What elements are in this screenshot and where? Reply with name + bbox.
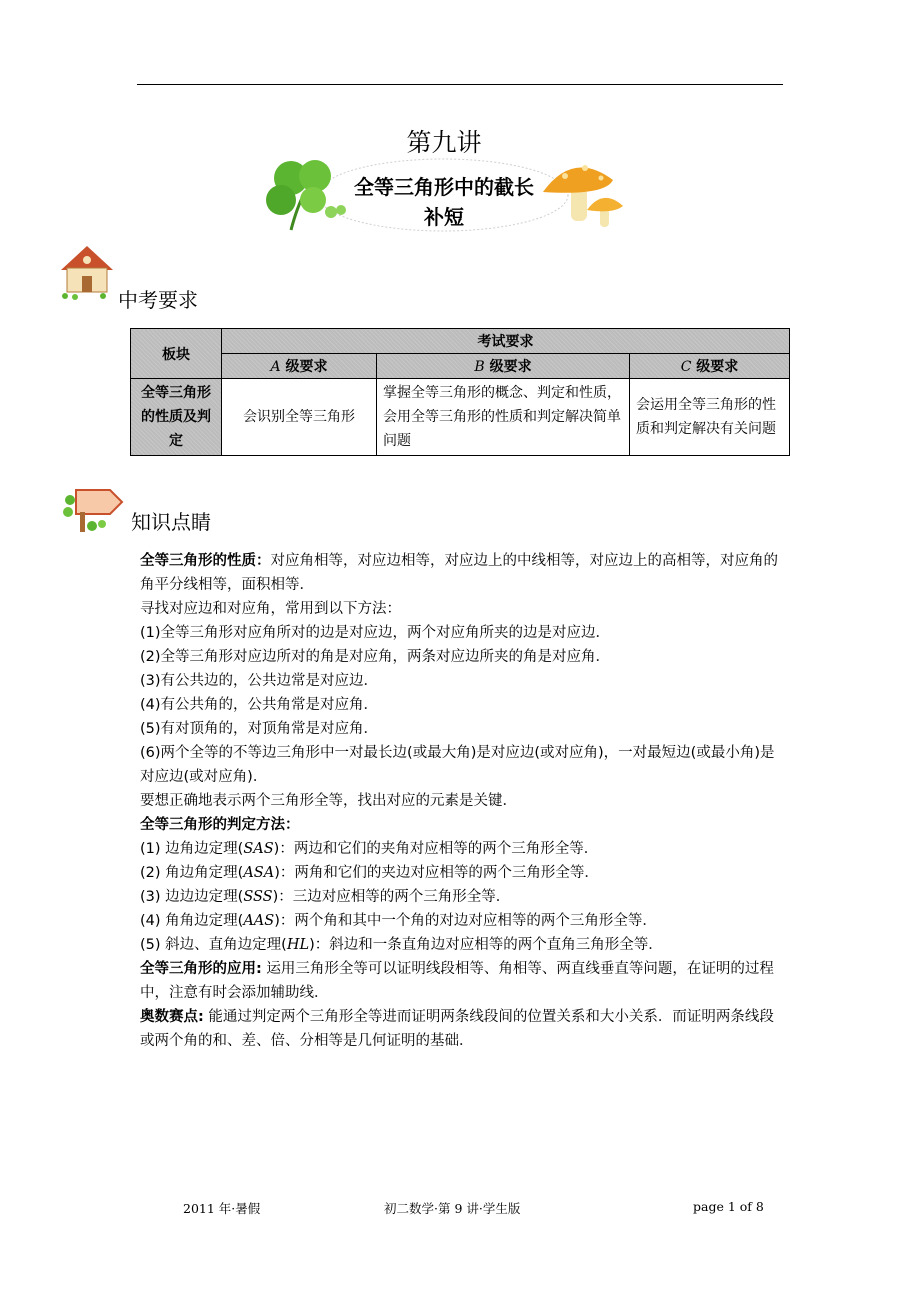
olympiad-paragraph (140, 1005, 785, 1053)
knowledge-content (140, 549, 785, 1053)
method-item: (1)全等三角形对应角所对的边是对应边，两个对应角所夹的边是对应边． (140, 625, 611, 641)
olympiad-label: 奥数赛点: (140, 1009, 204, 1025)
j3-pre: (3) 边边边定理( (140, 889, 244, 905)
application-text: 运用三角形全等可以证明线段相等、角相等、两直线垂直等问题，在证明的过程中，注意有时会添加辅助线． (140, 961, 774, 1001)
header-rule (137, 84, 783, 85)
footer-center: 初二数学·第 9 讲·学生版 (384, 1201, 521, 1216)
olympiad-text: 能通过判定两个三角形全等进而证明两条线段间的位置关系和大小关系．而证明两条线段或两个角的和、差、倍、分相等是几何证明的基础． (140, 1009, 774, 1049)
header-level-c (630, 354, 790, 379)
properties-label: 全等三角形的性质： (140, 553, 271, 569)
footer-page: page 1 of 8 (693, 1199, 764, 1214)
judgement-item (140, 837, 785, 861)
requirements-table (130, 328, 790, 456)
table-header-row (131, 329, 790, 354)
j1-post: )：两边和它们的夹角对应相等的两个三角形全等． (273, 841, 599, 857)
j2-abbr: ASA (243, 865, 275, 881)
level-a-text: 级要求 (280, 359, 328, 375)
section-title-requirements: 中考要求 (118, 288, 198, 312)
header-level-b (377, 354, 630, 379)
j5-post: )：斜边和一条直角边对应相等的两个直角三角形全等． (309, 937, 663, 953)
j5-pre: (5) 斜边、直角边定理( (140, 937, 287, 953)
section-title-knowledge: 知识点睛 (131, 510, 211, 534)
level-a-letter: A (270, 359, 281, 375)
judgement-label-text: 全等三角形的判定方法： (140, 817, 300, 833)
judgement-item (140, 885, 785, 909)
j4-abbr: AAS (243, 913, 275, 929)
method-item: (5)有对顶角的，对顶角常是对应角． (140, 721, 379, 737)
row-block: 全等三角形的性质及判定 (131, 379, 222, 456)
methods-intro: 寻找对应边和对应角，常用到以下方法： (140, 601, 401, 617)
lecture-number: 第九讲 (406, 128, 482, 157)
method-item: (4)有公共角的，公共角常是对应角． (140, 697, 379, 713)
row-level-b: 掌握全等三角形的概念、判定和性质，会用全等三角形的性质和判定解决简单问题 (377, 379, 630, 456)
judgement-item (140, 909, 785, 933)
j1-abbr: SAS (243, 841, 274, 857)
j5-abbr: HL (286, 937, 310, 953)
row-level-c: 会运用全等三角形的性质和判定解决有关问题 (630, 379, 790, 456)
properties-text: 对应角相等，对应边相等，对应边上的中线相等，对应边上的高相等，对应角的角平分线相等，面积相等． (140, 553, 778, 593)
key-sentence: 要想正确地表示两个三角形全等，找出对应的元素是关键． (140, 793, 517, 809)
method-item: (2)全等三角形对应边所对的角是对应角，两条对应边所夹的角是对应角． (140, 649, 611, 665)
j4-post: )：两个角和其中一个角的对边对应相等的两个三角形全等． (274, 913, 657, 929)
judgement-item (140, 933, 785, 957)
house-icon (55, 242, 119, 300)
j3-post: )：三边对应相等的两个三角形全等． (272, 889, 511, 905)
table-row (131, 379, 790, 456)
judgement-item (140, 861, 785, 885)
header-level-a (222, 354, 377, 379)
level-b-letter: B (474, 359, 485, 375)
level-c-letter: C (680, 359, 692, 375)
j2-post: )：两角和它们的夹边对应相等的两个三角形全等． (274, 865, 599, 881)
application-paragraph (140, 957, 785, 1005)
j2-pre: (2) 角边角定理( (140, 865, 244, 881)
title-line-2: 补短 (424, 205, 464, 229)
lecture-title (336, 172, 552, 232)
j4-pre: (4) 角角边定理( (140, 913, 244, 929)
footer-left: 2011 年·暑假 (183, 1201, 261, 1216)
judgement-label (140, 813, 785, 837)
row-level-a: 会识别全等三角形 (222, 379, 377, 456)
application-label: 全等三角形的应用: (140, 961, 262, 977)
j3-abbr: SSS (243, 889, 273, 905)
header-block: 板块 (131, 329, 222, 379)
level-b-text: 级要求 (484, 359, 532, 375)
properties-paragraph (140, 549, 785, 597)
j1-pre: (1) 边角边定理( (140, 841, 244, 857)
title-line-1: 全等三角形中的截长 (354, 175, 534, 199)
table-level-row (131, 354, 790, 379)
signpost-icon (62, 478, 126, 536)
header-exam: 考试要求 (222, 329, 790, 354)
level-c-text: 级要求 (691, 359, 739, 375)
method-item: (3)有公共边的，公共边常是对应边． (140, 673, 379, 689)
method-item: (6)两个全等的不等边三角形中一对最长边(或最大角)是对应边(或对应角)，一对最短边(或最小角)是对应边(或对应角)． (140, 745, 775, 785)
